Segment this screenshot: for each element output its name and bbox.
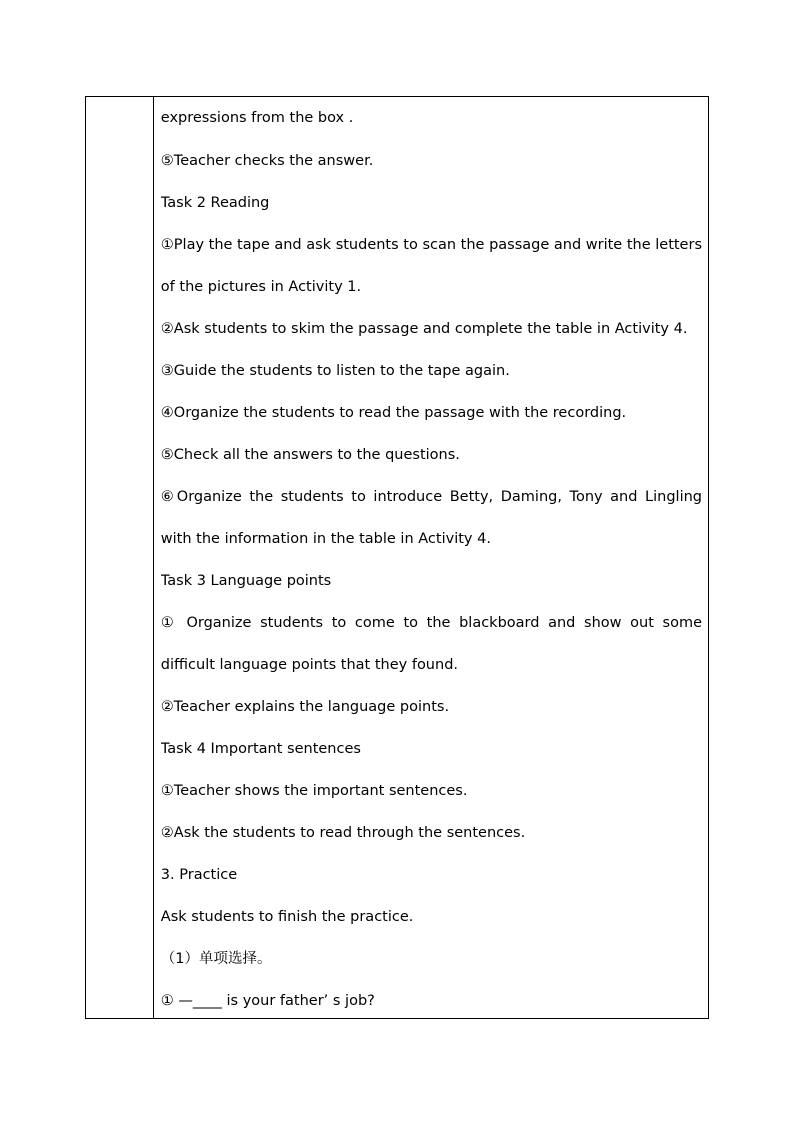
text-line: difficult language points that they found. — [160, 657, 459, 673]
task-heading: Task 2 Reading — [160, 195, 270, 211]
text-line: of the pictures in Activity 1. — [160, 279, 362, 295]
text-line: with the information in the table in Activity 4. — [160, 531, 491, 547]
text-line: ②Ask the students to read through the sentences. — [160, 825, 526, 841]
text-line: ⑥Organize the students to introduce Betty, Daming, Tony and Lingling — [160, 489, 702, 505]
text-line: ⑤Check all the answers to the questions. — [160, 447, 460, 463]
text-line: ⑤Teacher checks the answer. — [160, 153, 374, 169]
text-line: ① Organize students to come to the blackboard and show out some — [160, 615, 702, 631]
text-line: ②Teacher explains the language points. — [160, 699, 450, 715]
exercise-heading: （1）单项选择。 — [160, 951, 272, 967]
task-heading: Task 4 Important sentences — [160, 741, 361, 757]
text-line: Ask students to finish the practice. — [160, 909, 414, 925]
text-line: ④Organize the students to read the passage with the recording. — [160, 405, 627, 421]
text-line: ①Play the tape and ask students to scan the passage and write the letters — [160, 237, 702, 253]
text-line: ②Ask students to skim the passage and complete the table in Activity 4. — [160, 321, 688, 337]
task-heading: Task 3 Language points — [160, 573, 332, 589]
lesson-plan-table — [85, 96, 709, 1019]
text-line: ③Guide the students to listen to the tape again. — [160, 363, 510, 379]
exercise-question: ① —____ is your father’ s job? — [160, 993, 375, 1009]
text-line: expressions from the box . — [160, 110, 354, 126]
text-line: ①Teacher shows the important sentences. — [160, 783, 468, 799]
table-right-cell — [154, 97, 708, 1018]
section-heading: 3. Practice — [160, 867, 238, 883]
table-left-cell — [86, 97, 154, 1018]
